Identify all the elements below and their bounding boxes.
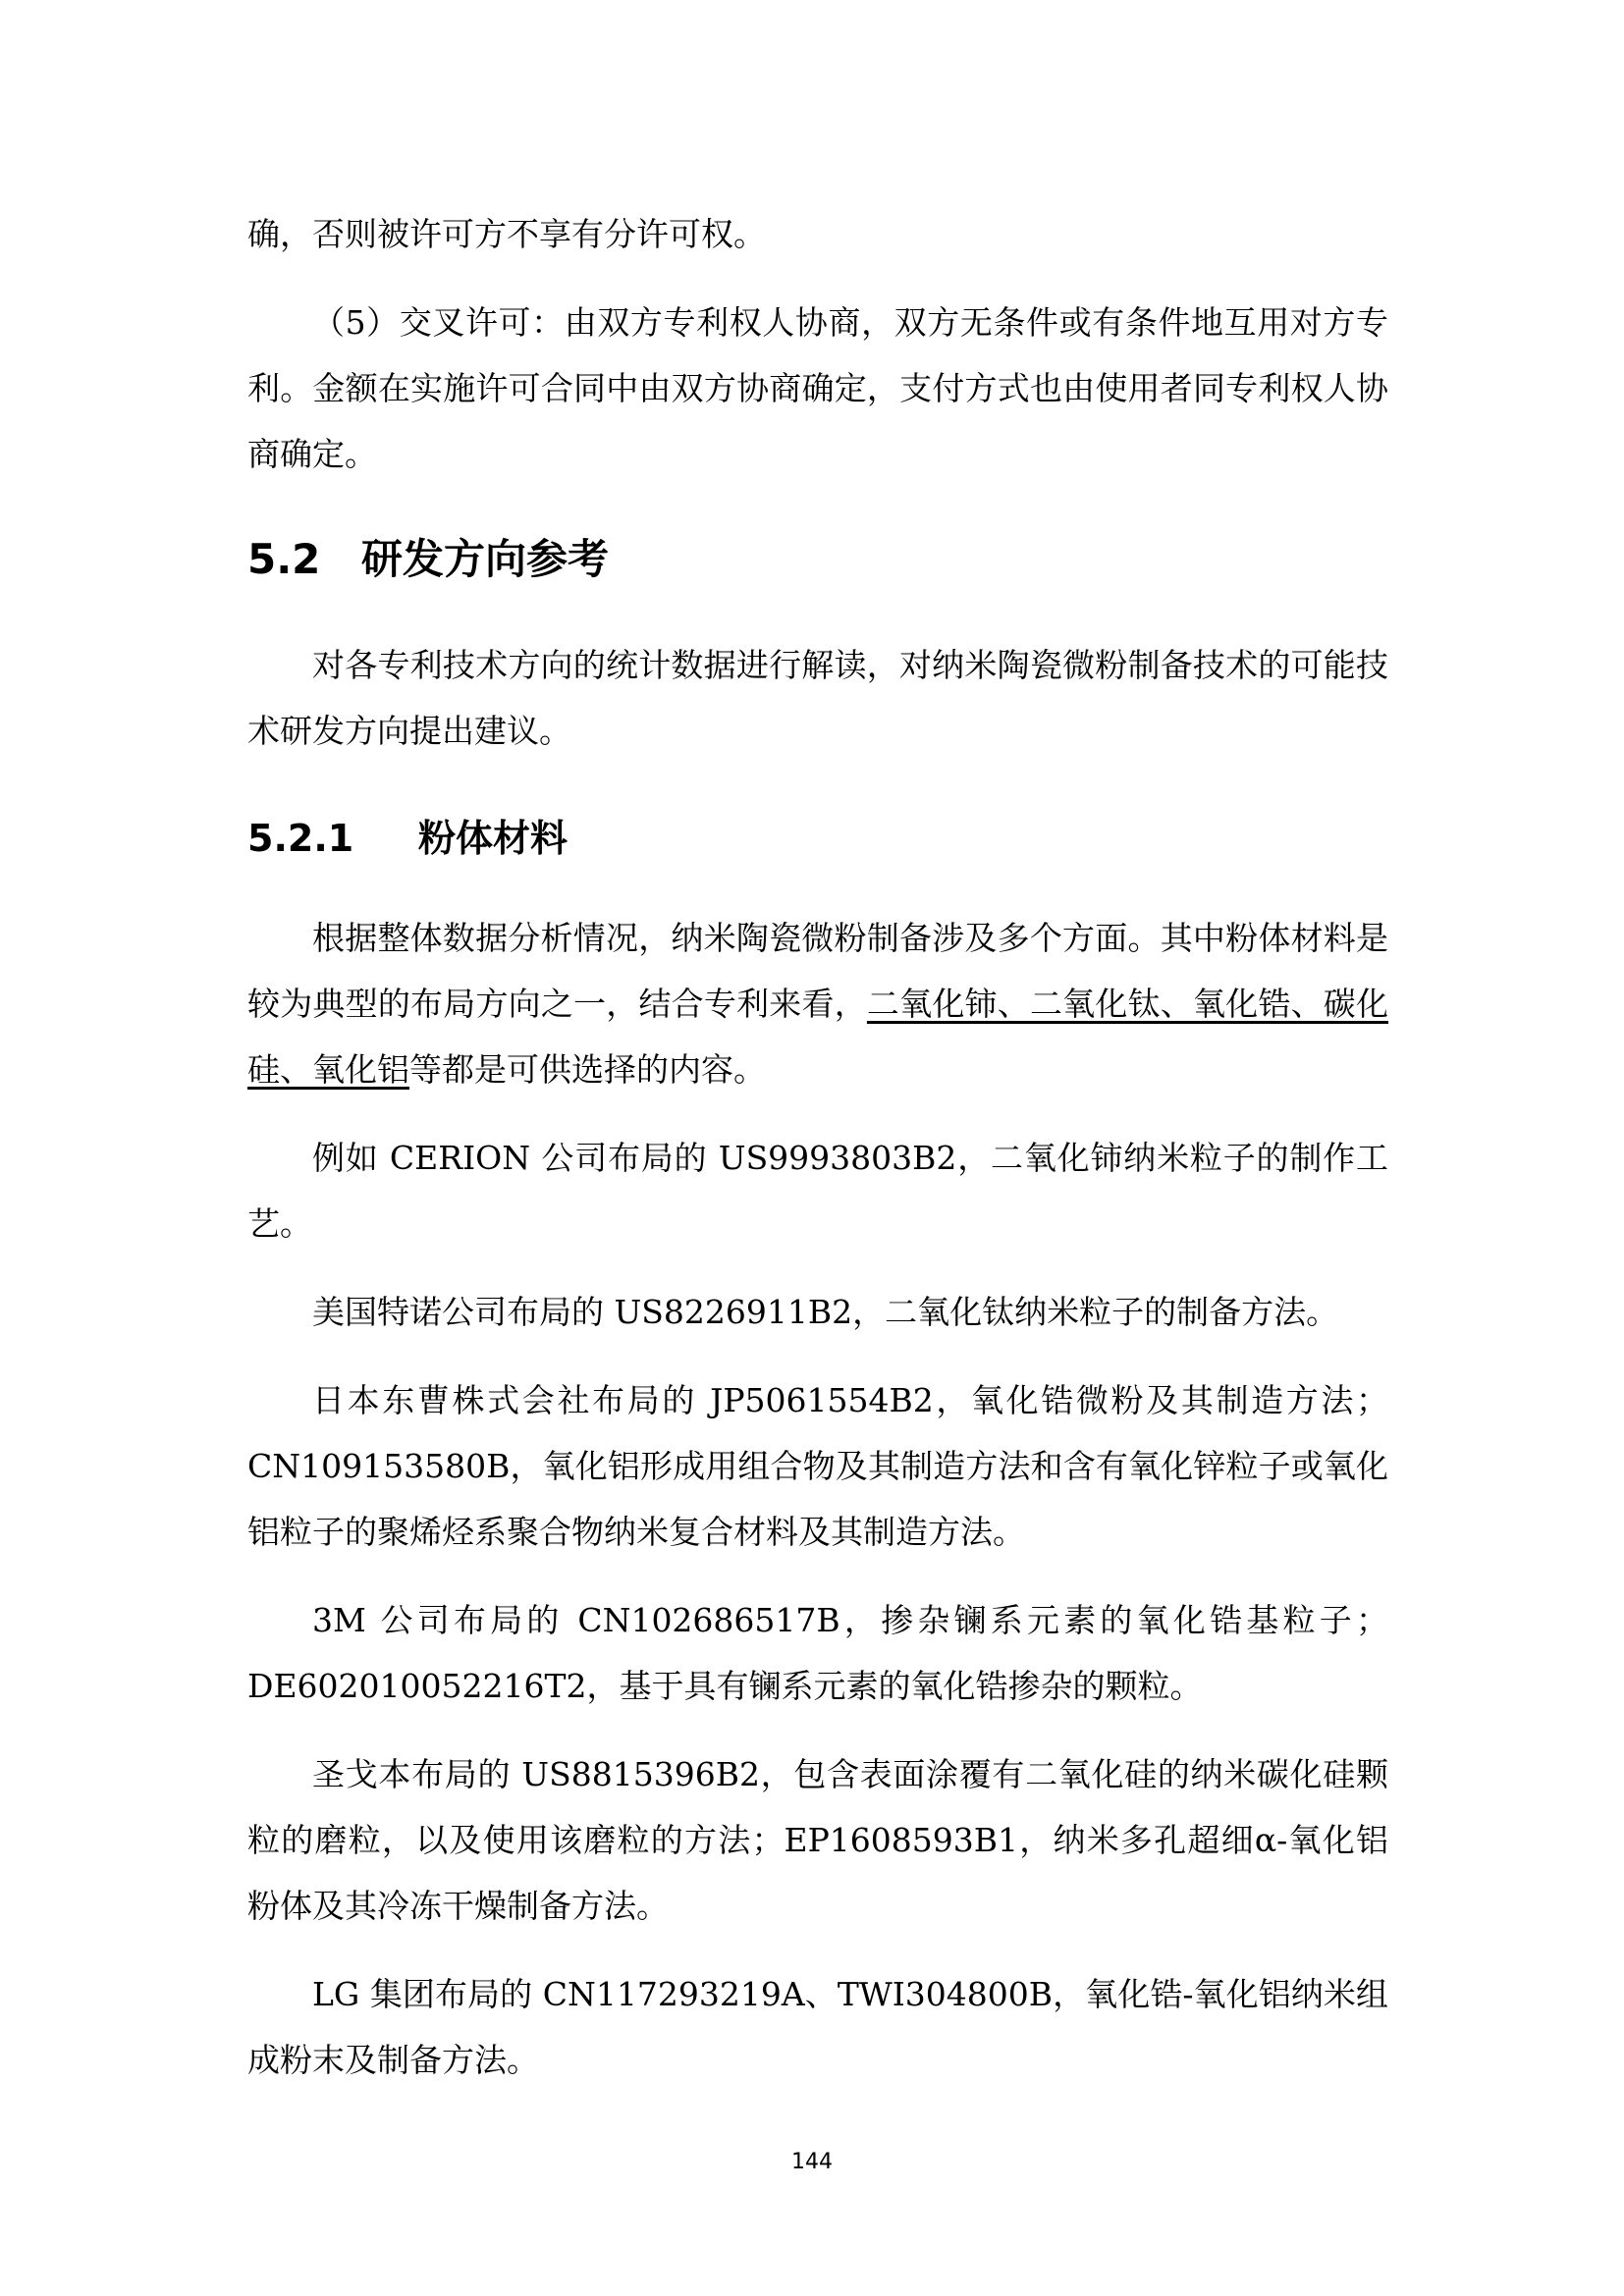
paragraph-intro: 对各专利技术方向的统计数据进行解读，对纳米陶瓷微粉制备技术的可能技术研发方向提出建议。 bbox=[247, 646, 1388, 750]
paragraph-tosoh: 日本东曹株式会社布局的 JP5061554B2，氧化锆微粉及其制造方法；CN109153580B，氧化铝形成用组合物及其制造方法和含有氧化锌粒子或氧化铝粒子的聚烯烃系聚合物纳米复合材料及其制造方法。 bbox=[247, 1381, 1388, 1551]
page-content bbox=[247, 201, 1388, 2093]
section-number: 5.2 bbox=[247, 535, 321, 583]
paragraph-tronox: 美国特诺公司布局的 US8226911B2，二氧化钛纳米粒子的制备方法。 bbox=[312, 1293, 1339, 1331]
overview-text-end: 等都是可供选择的内容。 bbox=[409, 1050, 766, 1089]
paragraph-3m: 3M 公司布局的 CN102686517B，掺杂镧系元素的氧化锆基粒子；DE602010052216T2，基于具有镧系元素的氧化锆掺杂的颗粒。 bbox=[247, 1601, 1388, 1705]
section-heading-5-2-1 bbox=[247, 809, 1388, 868]
overview-text-start: 根据整体数据分析情况，纳米陶瓷微粉制备涉及多个方面。其中粉体材料是较为典型的布局方向之一，结合专利来看， bbox=[247, 919, 1388, 1023]
paragraph-cross-license: （5）交叉许可：由双方专利权人协商，双方无条件或有条件地互用对方专利。金额在实施许可合同中由双方协商确定，支付方式也由使用者同专利权人协商确定。 bbox=[247, 303, 1388, 473]
paragraph-continuation: 确，否则被许可方不享有分许可权。 bbox=[247, 215, 766, 253]
subsection-number: 5.2.1 bbox=[247, 817, 354, 860]
paragraph-saint-gobain: 圣戈本布局的 US8815396B2，包含表面涂覆有二氧化硅的纳米碳化硅颗粒的磨粒，以及使用该磨粒的方法；EP1608593B1，纳米多孔超细α-氧化铝粉体及其冷冻干燥制备方法。 bbox=[247, 1755, 1388, 1925]
paragraph-cerion: 例如 CERION 公司布局的 US9993803B2，二氧化铈纳米粒子的制作工艺。 bbox=[247, 1139, 1388, 1243]
section-heading-5-2 bbox=[247, 530, 1388, 589]
underlined-materials: 二氧化铈、二氧化钛、氧化锆、碳化硅、氧化铝 bbox=[247, 985, 1389, 1089]
paragraph-lg: LG 集团布局的 CN117293219A、TWI304800B，氧化锆-氧化铝纳米组成粉末及制备方法。 bbox=[247, 1975, 1388, 2079]
subsection-title: 粉体材料 bbox=[418, 817, 568, 860]
section-title: 研发方向参考 bbox=[361, 535, 610, 583]
paragraph-overview bbox=[247, 905, 1388, 1102]
page-number: 144 bbox=[791, 2150, 833, 2174]
